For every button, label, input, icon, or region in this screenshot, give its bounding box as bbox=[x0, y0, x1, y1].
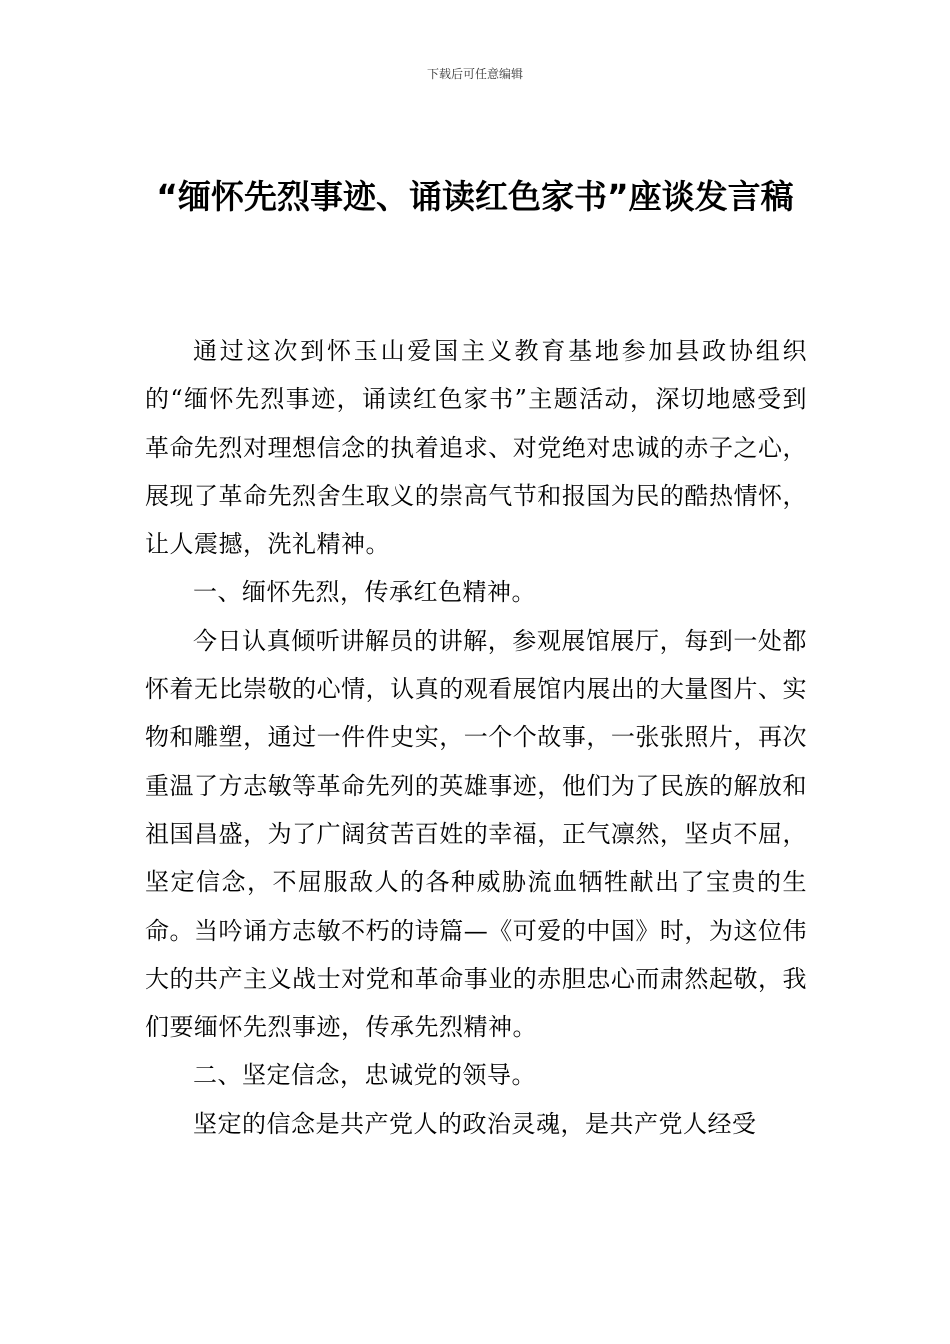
paragraph-section-1: 今日认真倾听讲解员的讲解，参观展馆展厅，每到一处都怀着无比崇敬的心情，认真的观看展馆内展出的大量图片、实物和雕塑，通过一件件史实，一个个故事，一张张照片，再次重温了方志敏等革命先列的英雄事迹，他们为了民族的解放和祖国昌盛，为了广阔贫苦百姓的幸福，正气凛然，坚贞不屈，坚定信念，不屈服敌人的各种威胁流血牺牲献出了宝贵的生命。当吟诵方志敏不朽的诗篇—《可爱的中国》时，为这位伟大的共产主义战士对党和革命事业的赤胆忠心而肃然起敬，我们要缅怀先烈事迹，传承先烈精神。 bbox=[145, 626, 807, 1042]
document-body bbox=[145, 327, 807, 1148]
section-heading-2: 二、坚定信念，忠诚党的领导。 bbox=[193, 1061, 536, 1090]
paragraph-intro: 通过这次到怀玉山爱国主义教育基地参加县政协组织的“缅怀先烈事迹，诵读红色家书”主题活动，深切地感受到革命先烈对理想信念的执着追求、对党绝对忠诚的赤子之心，展现了革命先烈舍生取义的崇高气节和报国为民的酷热情怀，让人震撼，洗礼精神。 bbox=[145, 337, 807, 559]
header-note: 下载后可任意编辑 bbox=[426, 67, 523, 81]
section-heading-1: 一、缅怀先烈，传承红色精神。 bbox=[193, 578, 536, 607]
paragraph-section-2: 坚定的信念是共产党人的政治灵魂，是共产党人经受 bbox=[193, 1109, 757, 1138]
document-title: “缅怀先烈事迹、诵读红色家书”座谈发言稿 bbox=[156, 177, 794, 216]
